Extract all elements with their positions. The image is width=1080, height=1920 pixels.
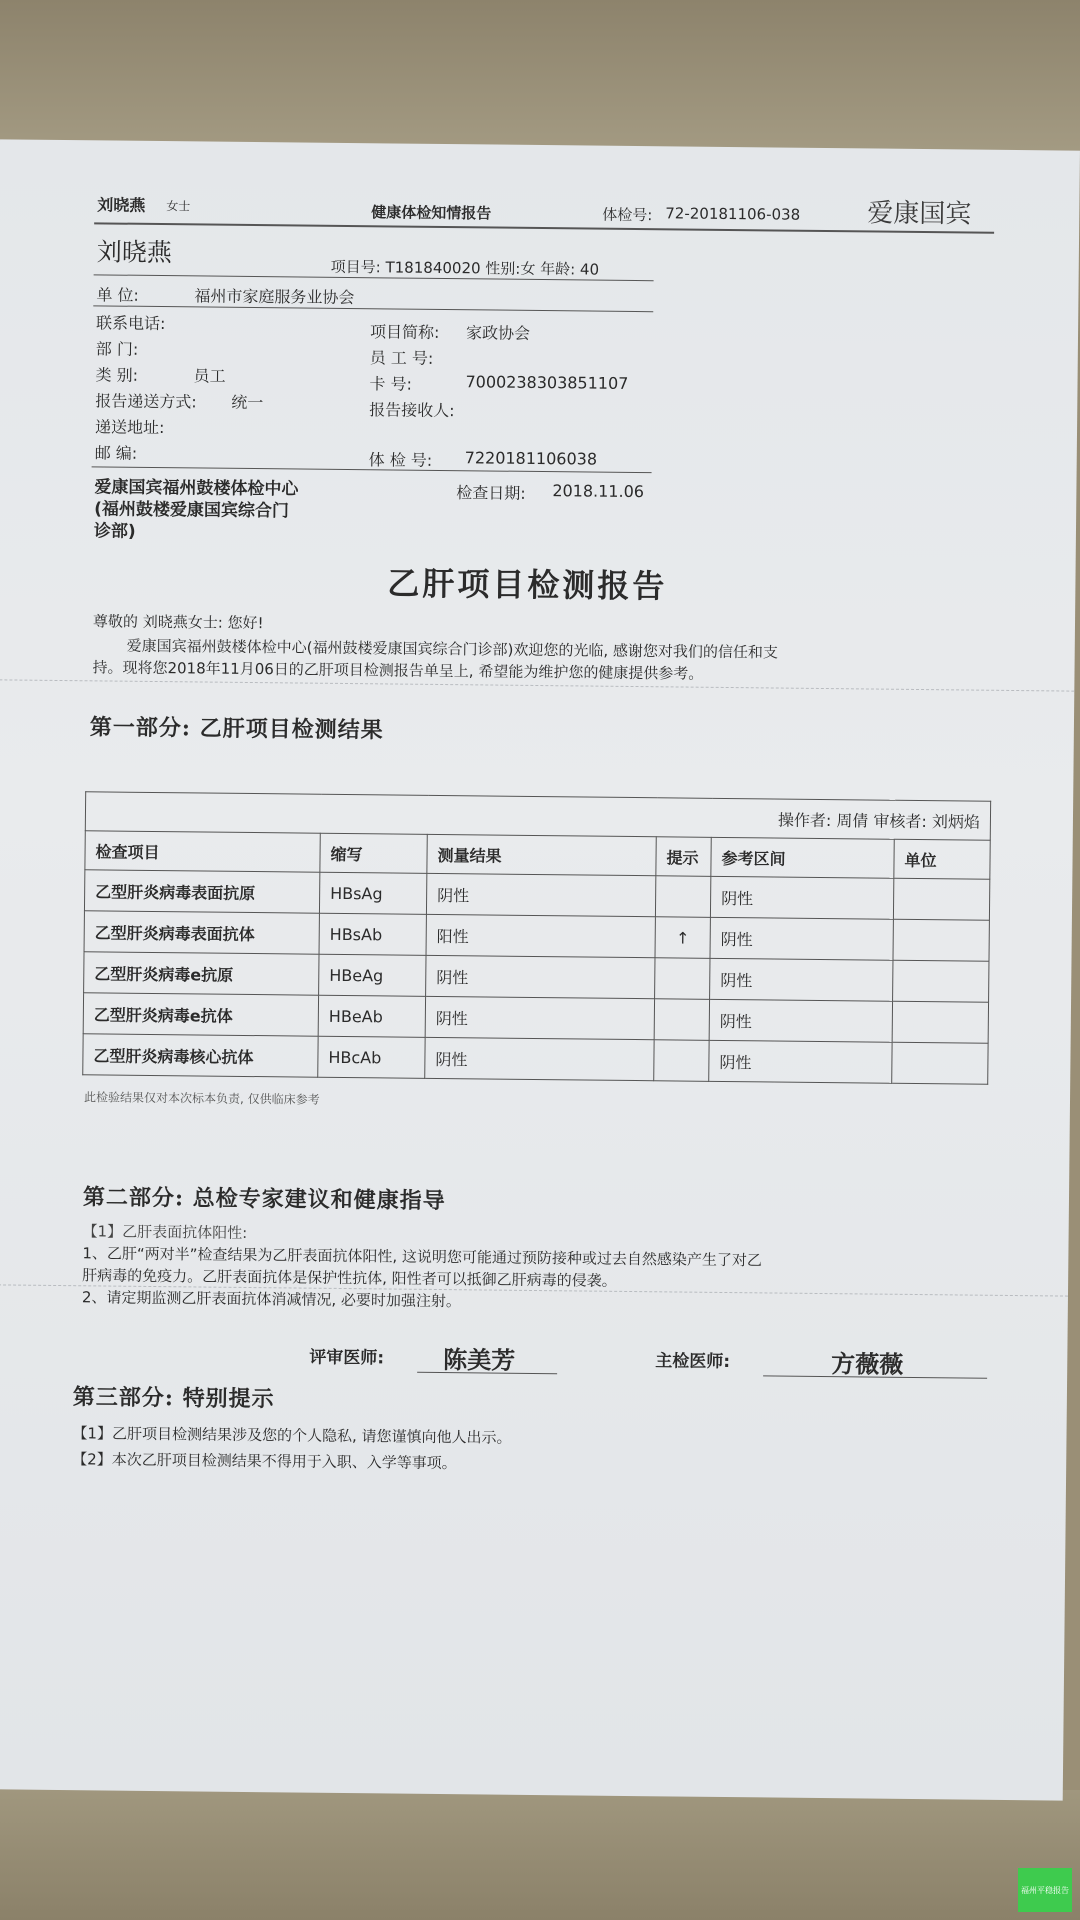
header-exam-no-label: 体检号: (602, 205, 653, 225)
row-hint (654, 1040, 709, 1082)
col-header-abbr: 缩写 (320, 833, 427, 873)
col-header-item: 检查项目 (85, 831, 320, 872)
header-report-type: 健康体检知情报告 (371, 203, 492, 223)
part2-line-2: 肝病毒的免疫力。乙肝表面抗体是保护性抗体, 阳性者可以抵御乙肝病毒的侵袭。 (82, 1266, 617, 1290)
row-unit (893, 878, 989, 920)
col-header-ref: 参考区间 (711, 837, 894, 878)
part2-line-1: 1、乙肝“两对半”检查结果为乙肝表面抗体阳性, 这说明您可能通过预防接种或过去自然感染产生了对乙 (82, 1244, 763, 1270)
header-name: 刘晓燕 (97, 195, 146, 215)
chief-label: 主检医师: (655, 1351, 731, 1373)
center-line-2: (福州鼓楼爱康国宾综合门 (94, 499, 290, 522)
row-unit (893, 960, 989, 1002)
watermark-badge: 福州平稳报告 (1018, 1868, 1072, 1912)
exam-date-label: 检查日期: (456, 483, 526, 503)
part3-heading: 第三部分: 特别提示 (72, 1384, 275, 1413)
patient-name: 刘晓燕 (96, 237, 173, 268)
unit-label: 单 位: (96, 285, 139, 305)
address-label: 递送地址: (94, 417, 165, 438)
reviewer-signature: 陈美芳 (443, 1345, 516, 1375)
card-value: 7000238303851107 (465, 372, 629, 393)
row-hint (655, 876, 710, 918)
row-item: 乙型肝炎病毒e抗体 (83, 993, 318, 1036)
row-abbr: HBsAb (319, 913, 426, 955)
patient-project-line: 项目号: T181840020 性别:女 年龄: 40 (330, 257, 600, 279)
delivery-value: 统一 (231, 392, 264, 413)
row-hint (655, 958, 710, 1000)
brand-logo-text: 爱康国宾 (867, 198, 972, 230)
center-line-1: 爱康国宾福州鼓楼体检中心 (94, 477, 299, 500)
part3-line-2: 【2】本次乙肝项目检测结果不得用于入职、入学等事项。 (72, 1450, 457, 1473)
row-ref: 阴性 (710, 876, 893, 919)
category-label: 类 别: (95, 365, 139, 385)
header-title: 女士 (166, 199, 191, 214)
background-bottom (0, 1790, 1080, 1920)
operator-line: 操作者: 周倩 审核者: 刘炳焰 (85, 792, 990, 840)
dept-label: 部 门: (95, 339, 139, 359)
row-abbr: HBeAb (318, 995, 425, 1037)
exam-no-label: 体 检 号: (368, 450, 433, 470)
part3-line-1: 【1】乙肝项目检测结果涉及您的个人隐私, 请您谨慎向他人出示。 (72, 1424, 512, 1447)
row-item: 乙型肝炎病毒核心抗体 (83, 1034, 318, 1077)
row-ref: 阴性 (710, 917, 893, 960)
center-line-3: 诊部) (93, 521, 136, 542)
phone-label: 联系电话: (96, 313, 166, 334)
row-item: 乙型肝炎病毒表面抗体 (84, 911, 319, 954)
row-ref: 阴性 (710, 958, 893, 1001)
col-header-unit: 单位 (894, 839, 990, 879)
row-abbr: HBsAg (319, 872, 426, 914)
row-result: 阴性 (426, 955, 655, 998)
chief-signature: 方薇薇 (831, 1349, 904, 1379)
col-header-result: 测量结果 (427, 834, 656, 875)
row-unit (892, 1001, 988, 1043)
exam-no-value: 7220181106038 (464, 448, 598, 469)
header-exam-no: 72-20181106-038 (665, 204, 801, 224)
exam-date-value: 2018.11.06 (552, 481, 645, 502)
row-unit (892, 1042, 988, 1084)
row-abbr: HBcAb (318, 1036, 425, 1078)
table-note: 此检验结果仅对本次标本负责, 仅供临床参考 (83, 1090, 320, 1107)
unit-value: 福州市家庭服务业协会 (194, 286, 355, 308)
row-result: 阳性 (426, 914, 655, 957)
col-header-hint: 提示 (656, 837, 711, 877)
report-body (0, 139, 1080, 1800)
reviewer-label: 评审医师: (309, 1347, 385, 1369)
row-item: 乙型肝炎病毒e抗原 (84, 952, 319, 995)
row-ref: 阴性 (709, 999, 892, 1042)
delivery-label: 报告递送方式: (95, 391, 197, 412)
intro-line-1: 爱康国宾福州鼓楼体检中心(福州鼓楼爱康国宾综合门诊部)欢迎您的光临, 感谢您对我们的信任和支 (126, 636, 779, 662)
row-unit (893, 919, 989, 961)
results-table (82, 791, 991, 1084)
row-result: 阴性 (425, 996, 654, 1039)
staff-no-label: 员 工 号: (369, 348, 434, 368)
category-value: 员工 (193, 366, 226, 386)
part2-heading: 第二部分: 总检专家建议和健康指导 (82, 1184, 446, 1215)
receiver-label: 报告接收人: (369, 400, 455, 421)
card-label: 卡 号: (369, 374, 413, 394)
row-ref: 阴性 (709, 1040, 892, 1083)
part2-line-3: 2、请定期监测乙肝表面抗体消减情况, 必要时加强注射。 (81, 1288, 462, 1311)
row-abbr: HBeAg (319, 954, 426, 996)
greeting: 尊敬的 刘晓燕女士: 您好! (92, 612, 264, 633)
table-row (83, 1034, 988, 1084)
intro-line-2: 持。现将您2018年11月06日的乙肝项目检测报告单呈上, 希望能为维护您的健康提供参考。 (92, 658, 704, 683)
row-result: 阴性 (426, 873, 655, 916)
row-item: 乙型肝炎病毒表面抗原 (84, 870, 319, 913)
project-abbr-value: 家政协会 (465, 323, 531, 343)
row-hint-up-arrow-icon: ↑ (655, 917, 710, 959)
zip-label: 邮 编: (94, 443, 138, 463)
project-abbr-label: 项目简称: (369, 322, 440, 342)
part1-heading: 第一部分: 乙肝项目检测结果 (89, 714, 384, 744)
part2-subheading: 【1】乙肝表面抗体阳性: (82, 1222, 248, 1242)
report-title: 乙肝项目检测报告 (387, 564, 668, 606)
row-result: 阴性 (425, 1037, 654, 1080)
row-hint (654, 999, 709, 1041)
background-top (0, 0, 1080, 150)
